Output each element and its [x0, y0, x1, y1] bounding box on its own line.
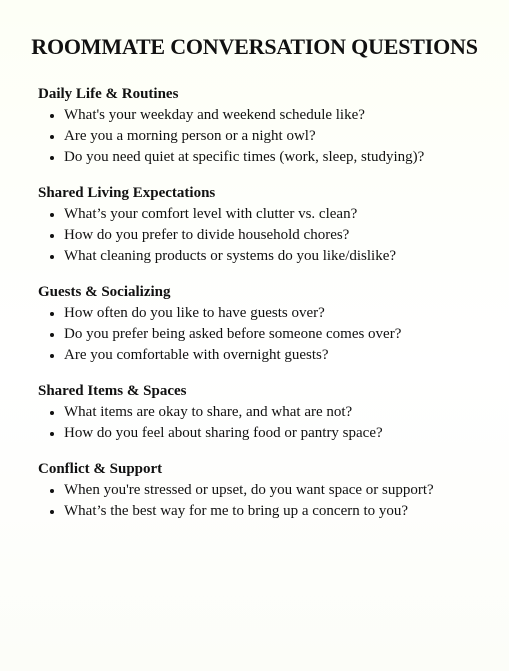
question-text: What items are okay to share, and what are not?	[64, 404, 353, 420]
question-text: What’s your comfort level with clutter vs. clean?	[64, 206, 358, 222]
question-text: Do you prefer being asked before someone comes over?	[64, 326, 402, 342]
list-item	[38, 423, 498, 444]
section-daily-life	[38, 84, 498, 168]
question-text: What’s the best way for me to bring up a concern to you?	[64, 503, 409, 519]
list-item	[38, 324, 498, 345]
question-text: Do you need quiet at specific times (work, sleep, studying)?	[64, 149, 425, 165]
section-conflict-support	[38, 459, 498, 522]
bullet-icon	[50, 156, 54, 160]
question-text: How do you feel about sharing food or pantry space?	[64, 425, 383, 441]
bullet-icon	[50, 510, 54, 514]
bullet-icon	[50, 213, 54, 217]
section-heading: Shared Living Expectations	[38, 185, 216, 201]
list-item	[38, 246, 498, 267]
bullet-icon	[50, 114, 54, 118]
list-item	[38, 147, 498, 168]
bullet-icon	[50, 135, 54, 139]
question-text: Are you comfortable with overnight guests?	[64, 347, 329, 363]
bullet-icon	[50, 411, 54, 415]
question-text: When you're stressed or upset, do you want space or support?	[64, 482, 434, 498]
question-text: What cleaning products or systems do you like/dislike?	[64, 248, 397, 264]
bullet-icon	[50, 489, 54, 493]
bullet-icon	[50, 255, 54, 259]
question-list	[38, 480, 498, 522]
section-guests	[38, 282, 498, 366]
section-heading: Conflict & Support	[38, 461, 163, 477]
question-list	[38, 402, 498, 444]
bullet-icon	[50, 354, 54, 358]
bullet-icon	[50, 333, 54, 337]
question-list	[38, 303, 498, 366]
question-list	[38, 204, 498, 267]
question-text: How often do you like to have guests over?	[64, 305, 325, 321]
question-list	[38, 105, 498, 168]
list-item	[38, 480, 498, 501]
bullet-icon	[50, 312, 54, 316]
list-item	[38, 126, 498, 147]
bullet-icon	[50, 234, 54, 238]
section-shared-living	[38, 183, 498, 267]
list-item	[38, 225, 498, 246]
question-text: Are you a morning person or a night owl?	[64, 128, 316, 144]
question-text: How do you prefer to divide household chores?	[64, 227, 350, 243]
question-sections	[38, 84, 498, 537]
page-title: ROOMMATE CONVERSATION QUESTIONS	[31, 34, 478, 59]
list-item	[38, 204, 498, 225]
list-item	[38, 345, 498, 366]
list-item	[38, 105, 498, 126]
section-heading: Daily Life & Routines	[38, 86, 179, 102]
bullet-icon	[50, 432, 54, 436]
list-item	[38, 501, 498, 522]
section-heading: Guests & Socializing	[38, 284, 171, 300]
section-heading: Shared Items & Spaces	[38, 383, 187, 399]
list-item	[38, 303, 498, 324]
question-text: What's your weekday and weekend schedule like?	[64, 107, 365, 123]
list-item	[38, 402, 498, 423]
section-shared-items	[38, 381, 498, 444]
